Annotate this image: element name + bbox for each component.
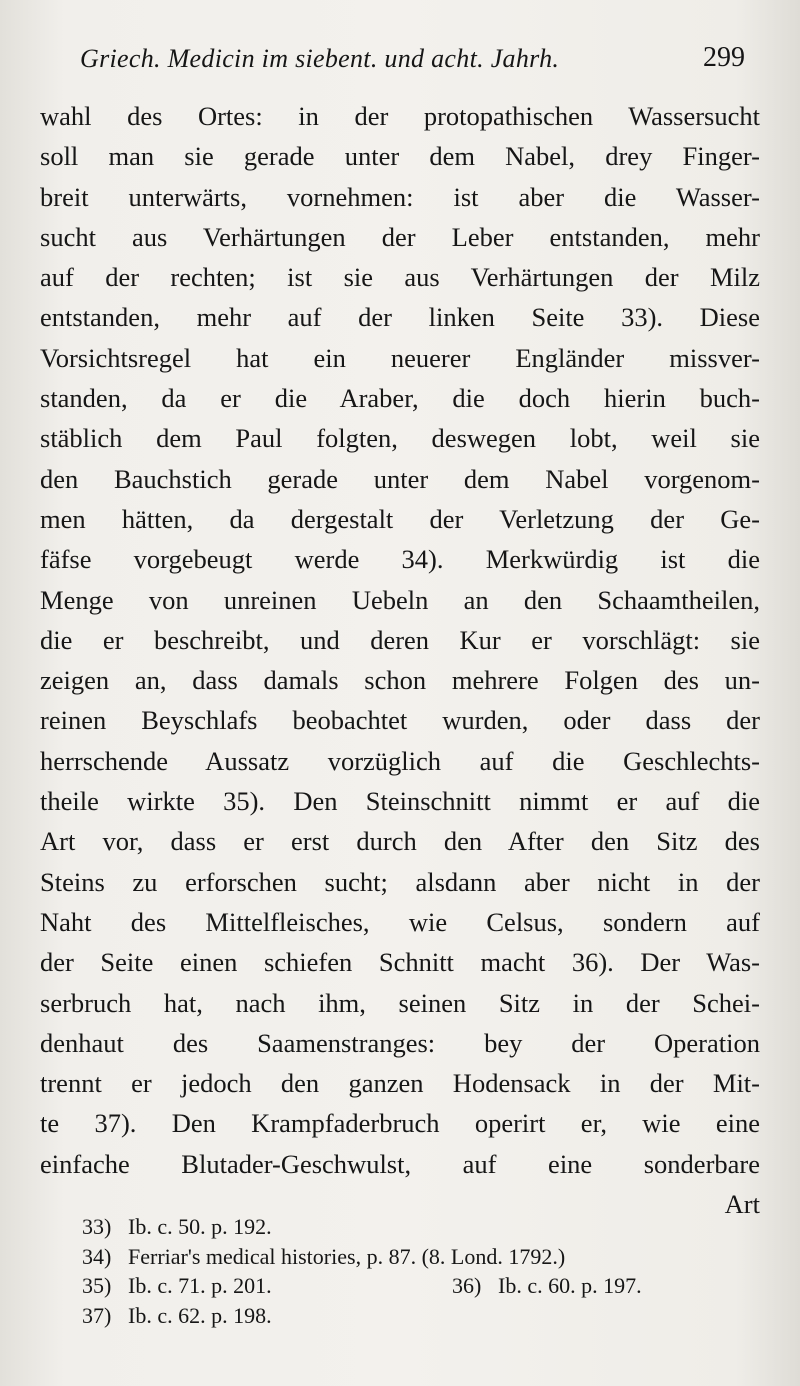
- footnote-text: Ib. c. 60. p. 197.: [498, 1273, 642, 1298]
- footnote-number: 33): [82, 1214, 112, 1239]
- footnote-37: [82, 1301, 762, 1331]
- text-line: denhaut des Saamenstranges: bey der Operation: [40, 1027, 760, 1058]
- footnote-row-35-36: [82, 1271, 762, 1301]
- text-line: breit unterwärts, vornehmen: ist aber die Wasser-: [40, 181, 760, 212]
- text-line: standen, da er die Araber, die doch hierin buch-: [40, 383, 760, 414]
- text-line: Steins zu erforschen sucht; alsdann aber nicht in der: [40, 866, 760, 897]
- footnote-36: [452, 1271, 642, 1301]
- text-line: auf der rechten; ist sie aus Verhärtungen der Milz: [40, 262, 760, 293]
- text-line: reinen Beyschlafs beobachtet wurden, oder dass der: [40, 705, 760, 736]
- text-line: Naht des Mittelfleisches, wie Celsus, sondern auf: [40, 906, 760, 937]
- text-line: Art vor, dass er erst durch den After den Sitz des: [40, 826, 760, 857]
- text-line: fäfse vorgebeugt werde 34). Merkwürdig ist die: [40, 544, 760, 575]
- footnote-number: 37): [82, 1302, 112, 1328]
- text-line: men hätten, da dergestalt der Verletzung der Ge-: [40, 503, 760, 534]
- text-line: soll man sie gerade unter dem Nabel, drey Finger-: [40, 141, 760, 172]
- text-line: theile wirkte 35). Den Steinschnitt nimmt er auf die: [40, 786, 760, 817]
- footnote-text: Ib. c. 62. p. 198.: [128, 1302, 272, 1328]
- footnotes: [82, 1212, 762, 1330]
- running-title: Griech. Medicin im siebent. und acht. Jahrh.: [80, 44, 560, 73]
- footnote-number: 35): [82, 1273, 112, 1298]
- footnote-text: Ferriar's medical histories, p. 87. (8. Lond. 1792.): [128, 1243, 566, 1269]
- text-line: herrschende Aussatz vorzüglich auf die Geschlechts-: [40, 745, 760, 776]
- footnote-text: Ib. c. 71. p. 201.: [128, 1273, 272, 1298]
- text-line: entstanden, mehr auf der linken Seite 33). Diese: [40, 302, 760, 333]
- text-line: sucht aus Verhärtungen der Leber entstanden, mehr: [40, 221, 760, 252]
- page-number: 299: [703, 42, 745, 73]
- text-line: zeigen an, dass damals schon mehrere Folgen des un-: [40, 665, 760, 696]
- text-line: Vorsichtsregel hat ein neuerer Engländer missver-: [40, 342, 760, 373]
- page-header: [80, 40, 745, 80]
- catchword: Art: [724, 1189, 760, 1220]
- text-line: stäblich dem Paul folgten, deswegen lobt, weil sie: [40, 423, 760, 454]
- footnote-34: [82, 1242, 762, 1272]
- footnote-number: 36): [452, 1273, 482, 1298]
- text-line: serbruch hat, nach ihm, seinen Sitz in der Schei-: [40, 987, 760, 1018]
- text-line: der Seite einen schiefen Schnitt macht 36). Der Was-: [40, 947, 760, 978]
- footnote-text: Ib. c. 50. p. 192.: [128, 1214, 272, 1239]
- body-text: [40, 96, 760, 1224]
- text-line: wahl des Ortes: in der protopathischen Wassersucht: [40, 101, 760, 131]
- footnote-35: [82, 1271, 452, 1301]
- text-line: te 37). Den Krampfaderbruch operirt er, wie eine: [40, 1108, 760, 1139]
- text-line: einfache Blutader-Geschwulst, auf eine sonderbare: [40, 1148, 760, 1179]
- text-line: den Bauchstich gerade unter dem Nabel vorgenom-: [40, 463, 760, 494]
- text-line: trennt er jedoch den ganzen Hodensack in der Mit-: [40, 1068, 760, 1099]
- footnote-33: [82, 1212, 762, 1242]
- text-line: Menge von unreinen Uebeln an den Schaamtheilen,: [40, 584, 760, 615]
- text-line: die er beschreibt, und deren Kur er vorschlägt: sie: [40, 624, 760, 655]
- footnote-number: 34): [82, 1243, 112, 1269]
